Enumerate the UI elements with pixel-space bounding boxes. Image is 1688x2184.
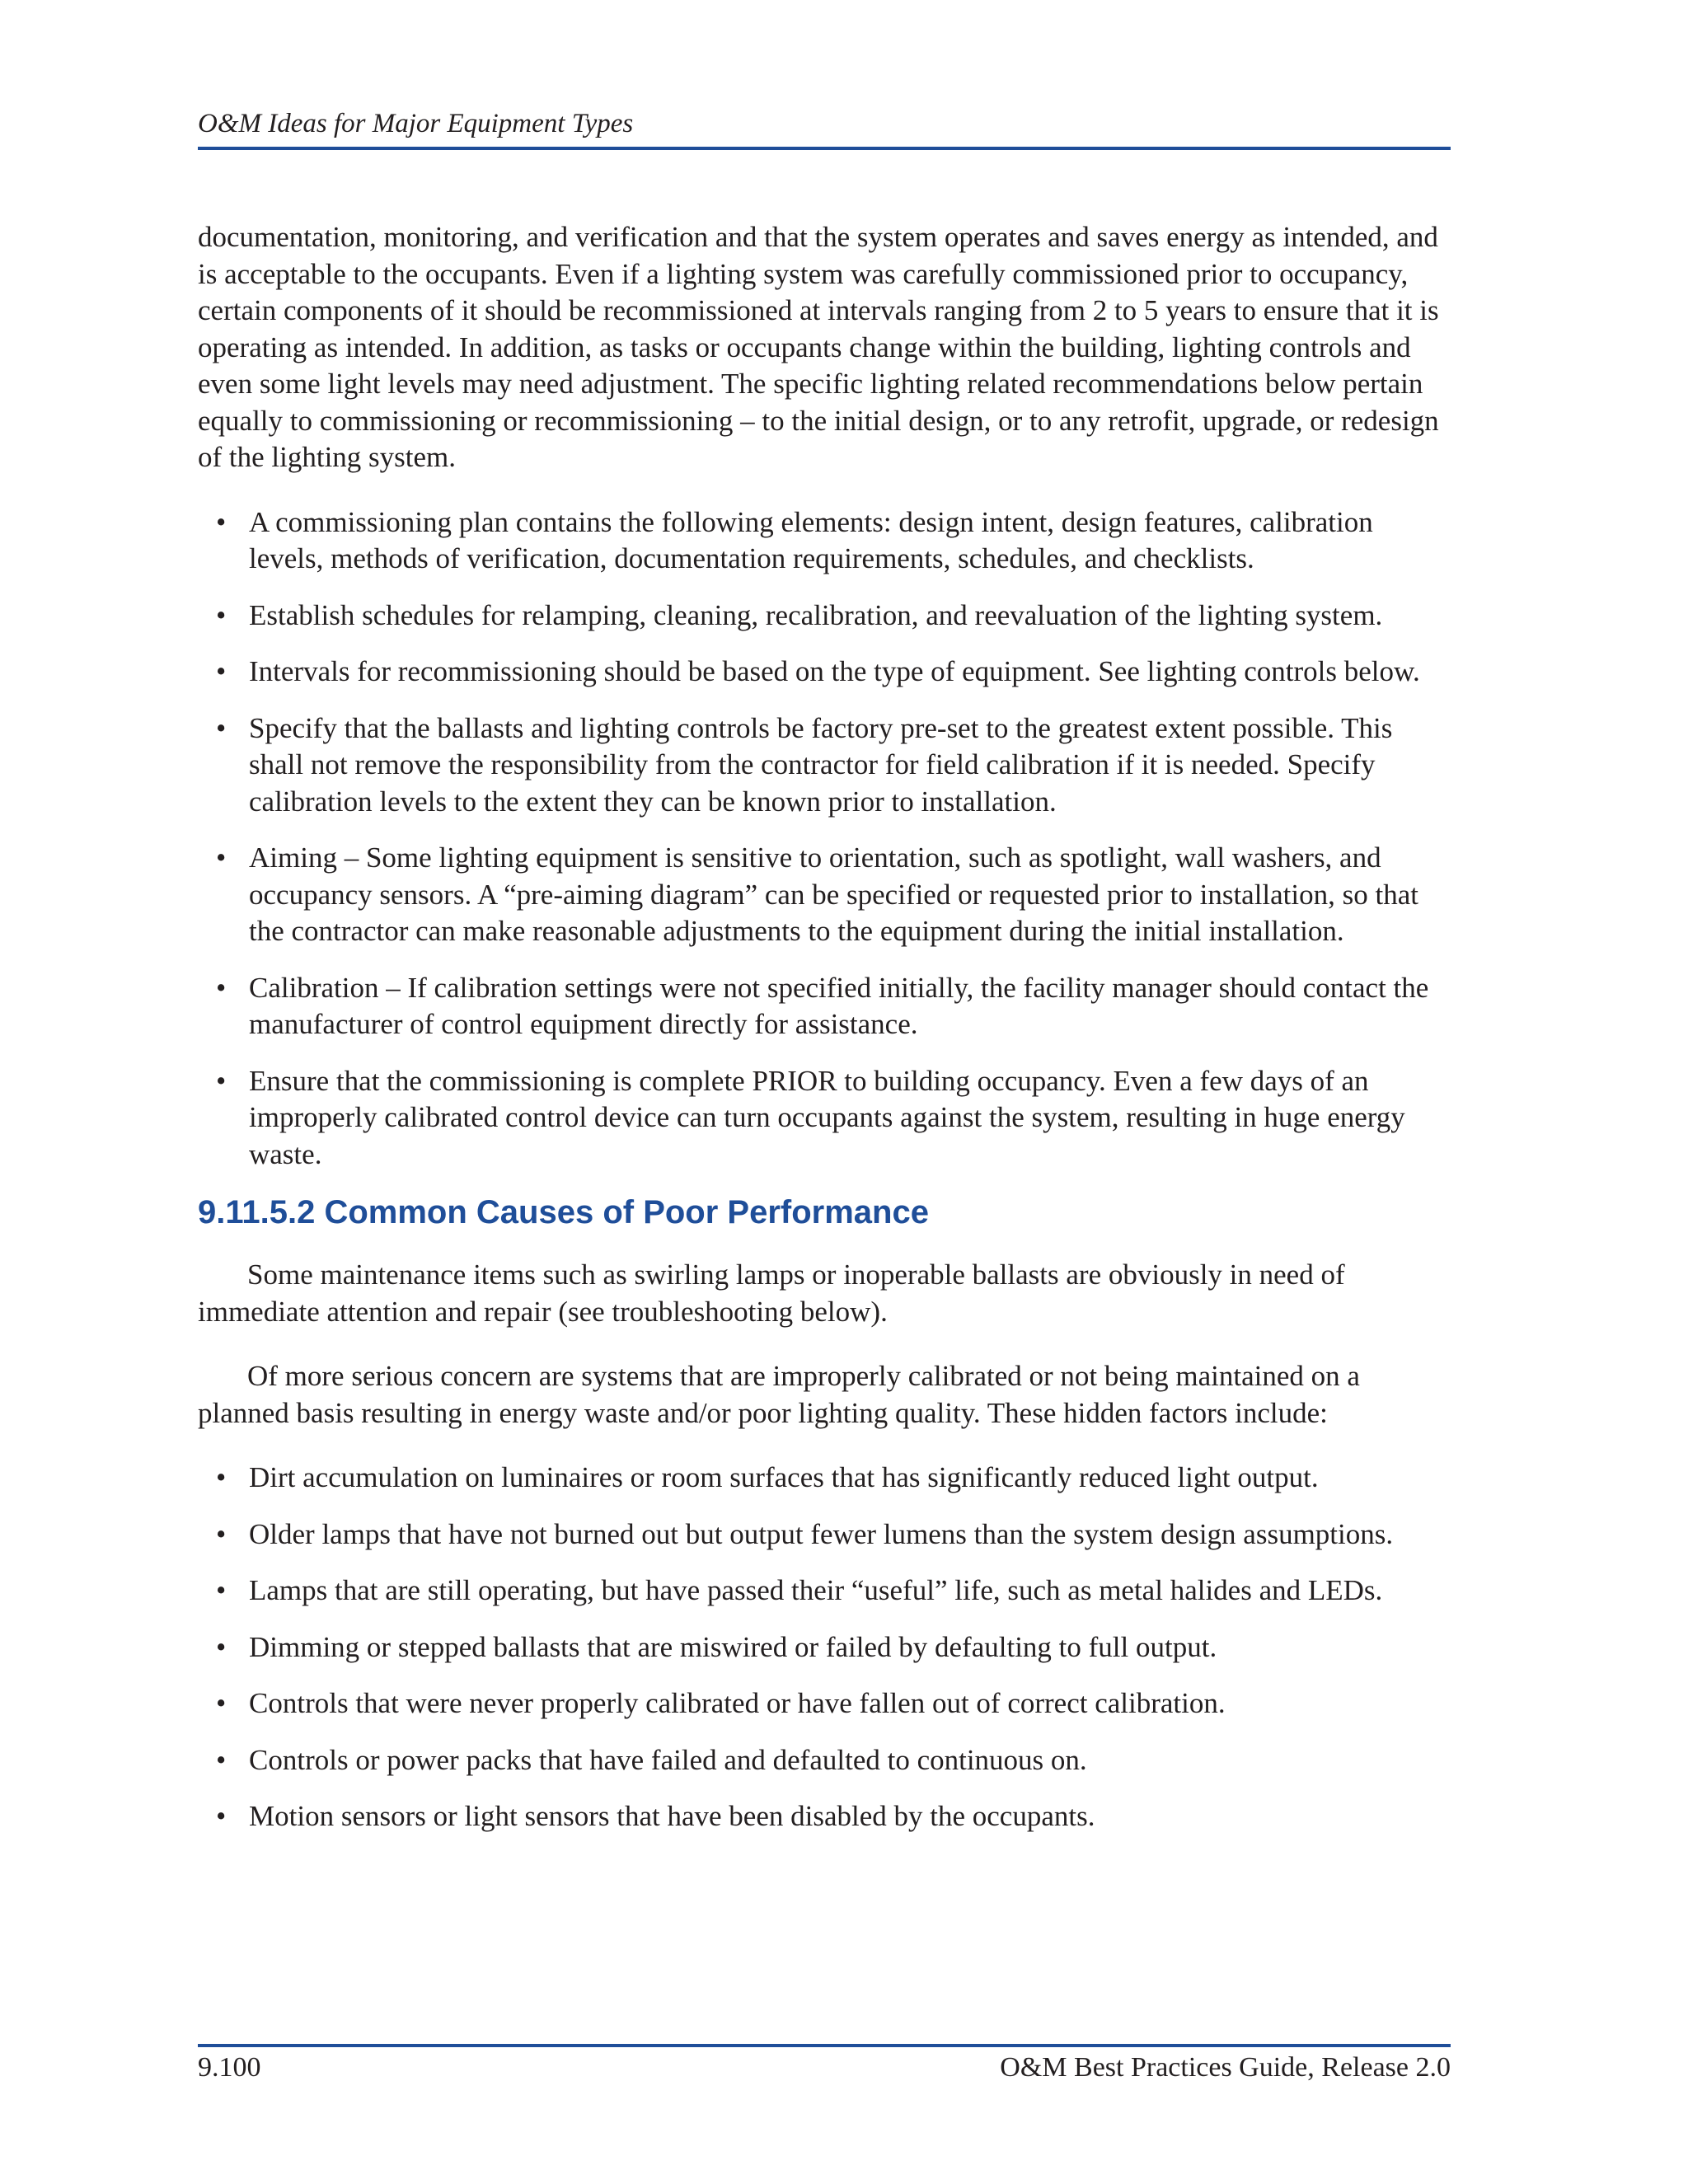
bullet-icon: • bbox=[216, 505, 227, 538]
list-item-text: Calibration – If calibration settings were not specified initially, the facility manager should contact the manufacturer of control equipment directly for assistance. bbox=[249, 971, 1429, 1040]
list-item bbox=[198, 840, 1451, 950]
bullet-icon: • bbox=[216, 1517, 227, 1550]
hidden-factors-list bbox=[198, 1460, 1451, 1835]
footer-rule bbox=[198, 2044, 1451, 2047]
list-item bbox=[198, 598, 1451, 635]
list-item bbox=[198, 1516, 1451, 1554]
list-item bbox=[198, 970, 1451, 1043]
intro-paragraph: documentation, monitoring, and verification and that the system operates and saves energy as intended, and is acceptable to the occupants. Even if a lighting system was carefully commissioned prior to occupancy, certain components of it should be recommissioned at intervals ranging from 2 to 5 years to ensure that it is operating as intended. In addition, as tasks or occupants change within the building, lighting controls and even some light levels may need adjustment. The specific lighting related recommendations below pertain equally to commissioning or recommissioning – to the initial design, or to any retrofit, upgrade, or redesign of the lighting system. bbox=[198, 221, 1439, 473]
list-item-text: Controls or power packs that have failed and defaulted to continuous on. bbox=[249, 1743, 1087, 1776]
list-item-text: Dirt accumulation on luminaires or room surfaces that has significantly reduced light output. bbox=[249, 1461, 1319, 1493]
list-item-text: Motion sensors or light sensors that have been disabled by the occupants. bbox=[249, 1800, 1095, 1832]
bullet-icon: • bbox=[216, 1064, 227, 1097]
body-text bbox=[198, 219, 1451, 1855]
list-item bbox=[198, 654, 1451, 691]
header-rule bbox=[198, 147, 1451, 150]
bullet-icon: • bbox=[216, 1461, 227, 1493]
list-item-text: Ensure that the commissioning is complete PRIOR to building occupancy. Even a few days of an improperly calibrated control device can turn occupants against the system, resulting in huge energy waste. bbox=[249, 1064, 1405, 1170]
publication-title: O&M Best Practices Guide, Release 2.0 bbox=[1000, 2052, 1451, 2083]
page-number: 9.100 bbox=[198, 2052, 261, 2083]
list-item bbox=[198, 1460, 1451, 1497]
bullet-icon: • bbox=[216, 1630, 227, 1663]
list-item-text: Specify that the ballasts and lighting controls be factory pre-set to the greatest extent possible. This shall not remove the responsibility from the contractor for field calibration if it is needed. Specify calibration levels to the extent they can be known prior to installation. bbox=[249, 711, 1393, 818]
bullet-icon: • bbox=[216, 1687, 227, 1719]
document-page bbox=[198, 0, 1451, 2184]
list-item bbox=[198, 710, 1451, 821]
list-item bbox=[198, 1063, 1451, 1174]
bullet-icon: • bbox=[216, 1800, 227, 1832]
bullet-icon: • bbox=[216, 1574, 227, 1606]
bullet-icon: • bbox=[216, 971, 227, 1004]
list-item bbox=[198, 1629, 1451, 1666]
bullet-icon: • bbox=[216, 841, 227, 874]
list-item bbox=[198, 504, 1451, 578]
list-item-text: Dimming or stepped ballasts that are miswired or failed by defaulting to full output. bbox=[249, 1630, 1217, 1663]
bullet-icon: • bbox=[216, 1743, 227, 1776]
list-item-text: A commissioning plan contains the following elements: design intent, design features, calibration levels, methods of verification, documentation requirements, schedules, and checklists. bbox=[249, 505, 1373, 574]
list-item bbox=[198, 1685, 1451, 1722]
bullet-icon: • bbox=[216, 655, 227, 687]
list-item-text: Older lamps that have not burned out but output fewer lumens than the system design assumptions. bbox=[249, 1517, 1394, 1550]
section-paragraph-1: Some maintenance items such as swirling lamps or inoperable ballasts are obviously in need of immediate attention and repair (see troubleshooting below). bbox=[198, 1258, 1345, 1328]
list-item-text: Controls that were never properly calibrated or have fallen out of correct calibration. bbox=[249, 1687, 1226, 1719]
list-item-text: Intervals for recommissioning should be based on the type of equipment. See lighting controls below. bbox=[249, 655, 1420, 687]
list-item bbox=[198, 1742, 1451, 1779]
bullet-icon: • bbox=[216, 711, 227, 744]
list-item bbox=[198, 1798, 1451, 1835]
list-item bbox=[198, 1572, 1451, 1610]
list-item-text: Establish schedules for relamping, cleaning, recalibration, and reevaluation of the lighting system. bbox=[249, 598, 1383, 631]
list-item-text: Lamps that are still operating, but have passed their “useful” life, such as metal halides and LEDs. bbox=[249, 1574, 1383, 1606]
bullet-icon: • bbox=[216, 598, 227, 631]
running-header: O&M Ideas for Major Equipment Types bbox=[198, 109, 634, 138]
commissioning-list bbox=[198, 504, 1451, 1174]
section-paragraph-2: Of more serious concern are systems that are improperly calibrated or not being maintained on a planned basis resulting in energy waste and/or poor lighting quality. These hidden factors include: bbox=[198, 1360, 1360, 1429]
list-item-text: Aiming – Some lighting equipment is sensitive to orientation, such as spotlight, wall washers, and occupancy sensors. A “pre-aiming diagram” can be specified or requested prior to installation, so that the contractor can make reasonable adjustments to the equipment during the initial installation. bbox=[249, 841, 1418, 947]
section-heading: 9.11.5.2 Common Causes of Poor Performance bbox=[198, 1194, 929, 1230]
